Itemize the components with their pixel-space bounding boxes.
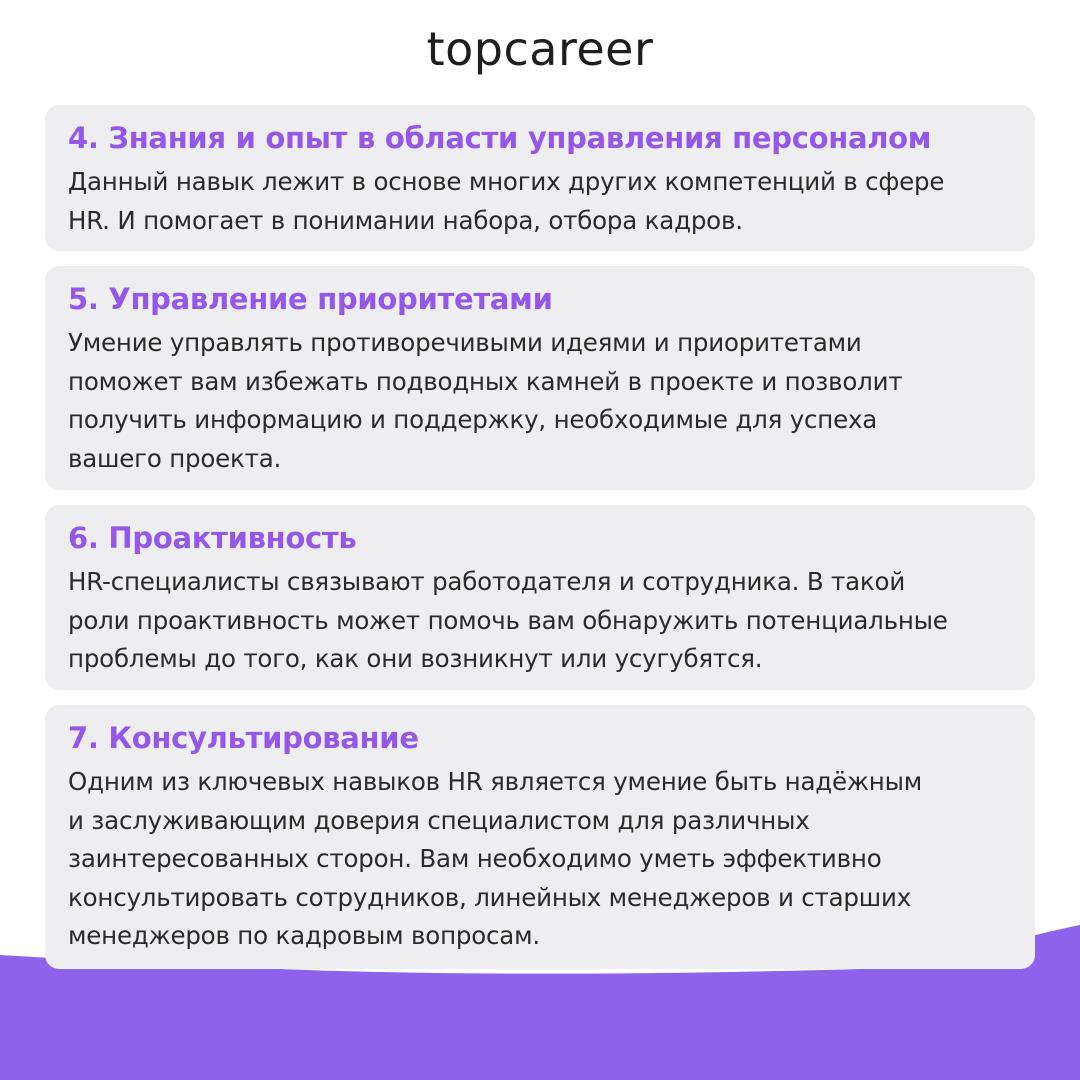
skill-card-5 bbox=[45, 266, 1035, 490]
skill-card-title: 5. Управление приоритетами bbox=[68, 282, 553, 316]
skill-card-6 bbox=[45, 505, 1035, 690]
skill-card-4 bbox=[45, 105, 1035, 251]
skill-card-title: 4. Знания и опыт в области управления персоналом bbox=[68, 121, 932, 155]
skill-card-title: 6. Проактивность bbox=[68, 521, 357, 555]
skill-card-description: Одним из ключевых навыков HR является умение быть надёжным и заслуживающим доверия специалистом для различных заинтересованных сторон. Вам необходимо уметь эффективно консультировать сотрудников, линейных менеджеров и старших менеджеров по кадровым вопросам. bbox=[68, 767, 923, 950]
skill-card-description: Умение управлять противоречивыми идеями и приоритетами поможет вам избежать подводных камней в проекте и позволит получить информацию и поддержку, необходимые для успеха вашего проекта. bbox=[68, 328, 903, 473]
topcareer-logo: topcareer bbox=[426, 22, 654, 76]
skill-card-title: 7. Консультирование bbox=[68, 721, 419, 755]
skill-card-7 bbox=[45, 705, 1035, 969]
skill-card-description: HR-специалисты связывают работодателя и сотрудника. В такой роли проактивность может помочь вам обнаружить потенциальные проблемы до того, как они возникнут или усугубятся. bbox=[68, 567, 948, 673]
skill-card-description: Данный навык лежит в основе многих других компетенций в сфере HR. И помогает в понимании набора, отбора кадров. bbox=[68, 167, 945, 235]
